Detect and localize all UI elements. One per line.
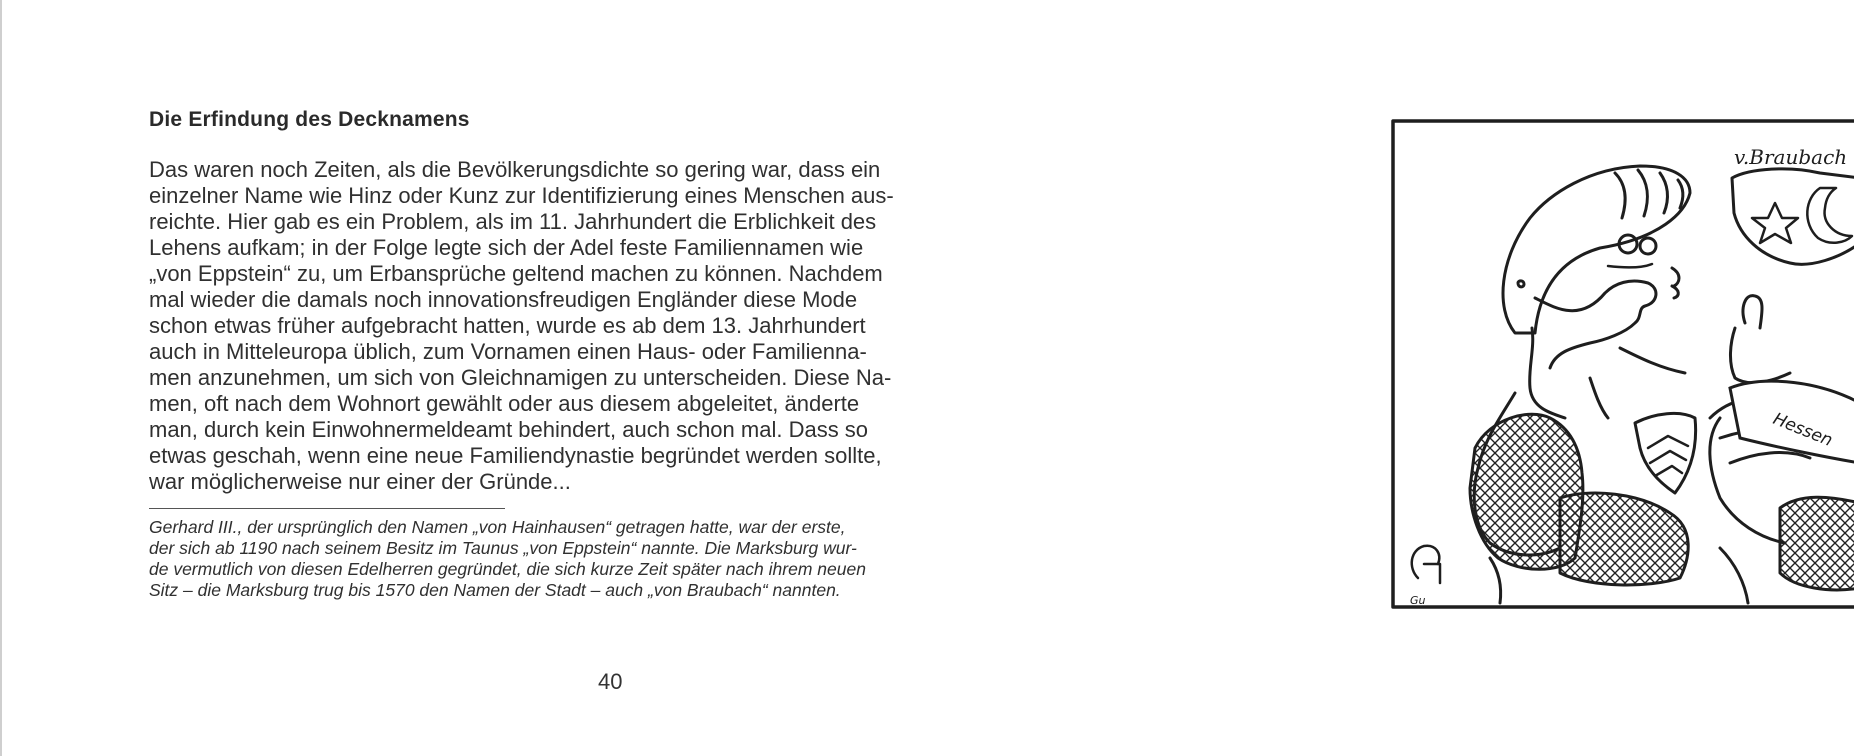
page-edge [0,0,2,756]
paragraph-line: Das waren noch Zeiten, als die Bevölkerungsdichte so gering war, dass ein [149,157,881,182]
illustration-knight-cartoon [1390,118,1854,610]
paragraph-line: men anzunehmen, um sich von Gleichnamigen zu unterscheiden. Diese Na- [149,365,892,390]
scroll-text: Hessen [1770,409,1836,451]
footnote-line: Sitz – die Marksburg trug bis 1570 den Namen der Stadt – auch „von Braubach“ nannten. [149,580,841,600]
text-column [149,108,1099,601]
paragraph-line: mal wieder die damals noch innovationsfreudigen Engländer diese Mode [149,287,858,312]
paragraph-line: men, oft nach dem Wohnort gewählt oder aus diesem abgeleitet, änderte [149,391,860,416]
paragraph-line: Lehens aufkam; in der Folge legte sich der Adel feste Familiennamen wie [149,235,864,260]
helmet-stripe [1615,173,1625,218]
paragraph-line: auch in Mitteleuropa üblich, zum Vornamen einen Haus- oder Familienna- [149,339,867,364]
footnote-line: Gerhard III., der ursprünglich den Namen „von Hainhausen“ getragen hatte, war der erste, [149,517,846,537]
paragraph-line: man, durch kein Einwohnermeldeamt behindert, auch schon mal. Dass so [149,417,869,442]
paragraph-line: war möglicherweise nur einer der Gründe... [149,469,571,494]
paragraph-line: einzelner Name wie Hinz oder Kunz zur Identifizierung eines Menschen aus- [149,183,894,208]
eye-right [1640,238,1656,254]
crescent-icon [1807,188,1852,243]
crest-label: v.Braubach [1734,145,1848,169]
star-icon [1752,203,1798,243]
paragraph-line: „von Eppstein“ zu, um Erbansprüche geltend machen zu können. Nachdem [149,261,883,286]
footnote [149,517,1099,601]
cartoon-drawing [1390,118,1854,610]
page-number: 40 [598,669,623,694]
crest-shield [1732,169,1854,264]
signature-text: Gu [1410,594,1426,607]
footnote-line: de vermutlich von diesen Edelherren gegründet, die sich kurze Zeit später nach ihrem neuen [149,559,866,579]
paragraph-line: schon etwas früher aufgebracht hatten, wurde es ab dem 13. Jahrhundert [149,313,866,338]
face-profile [1535,281,1656,368]
paragraph-line: etwas geschah, wenn eine neue Familiendynastie begründet werden sollte, [149,443,882,468]
signature-mark [1412,546,1439,578]
footnote-line: der sich ab 1190 nach seinem Besitz im Taunus „von Eppstein“ nannte. Die Marksburg wur- [149,538,857,558]
footnote-divider [149,508,505,509]
chapter-heading: Die Erfindung des Decknamens [149,108,470,131]
body-paragraph [149,157,1099,495]
helmet-shape [1503,166,1690,333]
paragraph-line: reichte. Hier gab es ein Problem, als im 11. Jahrhundert die Erblichkeit des [149,209,877,234]
